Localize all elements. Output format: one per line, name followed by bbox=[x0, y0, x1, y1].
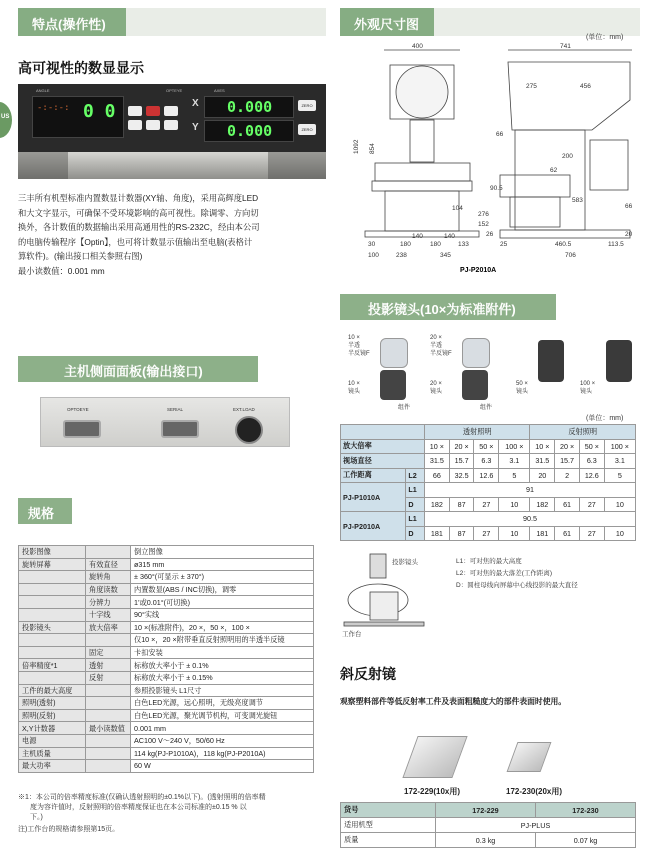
half-mirror-20x-icon bbox=[462, 338, 490, 368]
spec-value: 标称放大率小于 ± 0.1% bbox=[131, 659, 314, 672]
direction-button[interactable] bbox=[164, 120, 178, 130]
spec-sub: 角度读数 bbox=[86, 583, 131, 596]
dim-26: 26 bbox=[486, 231, 494, 238]
specs-table bbox=[18, 545, 314, 773]
dim-706: 706 bbox=[565, 252, 576, 259]
spec-group bbox=[19, 608, 86, 621]
specs-band: 规格 bbox=[18, 498, 72, 524]
spec-sub bbox=[86, 709, 131, 722]
dim-180-b: 180 bbox=[430, 241, 441, 248]
spec-value: AC100 V～240 V，50/60 Hz bbox=[131, 734, 314, 747]
side-badge: US bbox=[0, 102, 12, 138]
spec-value: 卡扣安装 bbox=[131, 646, 314, 659]
dim-30: 30 bbox=[368, 241, 376, 248]
dim-133: 133 bbox=[458, 241, 469, 248]
dim-104: 104 bbox=[452, 205, 463, 212]
spec-row bbox=[19, 734, 314, 747]
spec-value: 倒立图像 bbox=[131, 546, 314, 559]
lens-50x-icon bbox=[538, 340, 564, 382]
spec-group: 照明(透射) bbox=[19, 697, 86, 710]
dim-345: 345 bbox=[440, 252, 451, 259]
spec-group: 投影图像 bbox=[19, 546, 86, 559]
spec-sub: 有效直径 bbox=[86, 558, 131, 571]
spec-group: 工件的最大高度 bbox=[19, 684, 86, 697]
lens-height-diagram bbox=[340, 552, 430, 642]
spec-value: 仅10 ×，20 ×附带垂直反射照明用的半透半反镜 bbox=[131, 634, 314, 647]
spec-group bbox=[19, 583, 86, 596]
spec-group bbox=[19, 571, 86, 584]
dim-460-5: 460.5 bbox=[555, 241, 572, 248]
x-zero-button[interactable]: ZERO bbox=[298, 100, 316, 111]
dims-model-label: PJ-P2010A bbox=[460, 267, 497, 274]
features-paragraph: 三丰所有机型标准内置数显计数器(XY轴、角度)，采用高辉度LED 和大文字显示，可确保不受环境影响的高可视性。除调零、方向切 换外，各计数值的数据输出采用高通用性的RS-232C，经由本公司 的电脑传输程序【Optin】，也可将计数显示值输出至电脑(表格计 算软件)。(输出接口相关参照右图) 最小读数值：0.001 mm bbox=[18, 193, 260, 276]
features-tab: 特点(操作性) bbox=[18, 8, 126, 36]
spec-group bbox=[19, 671, 86, 684]
dim-20: 20 bbox=[625, 231, 633, 238]
dim-180-a: 180 bbox=[400, 241, 411, 248]
center-buttons bbox=[126, 106, 186, 136]
spec-row bbox=[19, 659, 314, 672]
spec-group bbox=[19, 646, 86, 659]
dims-tab: 外观尺寸图 bbox=[340, 8, 434, 36]
specs-notes: ※1：本公司的倍率精度标准(仅确认透射照明的±0.1%以下)。(透射照明的倍率精 度为容许值时，反射照明的倍率精度保证也在本公司标准的±0.15 % 以 下。) 注)工作台的规格请参照第15页。 bbox=[18, 794, 266, 833]
y-zero-button[interactable]: ZERO bbox=[298, 124, 316, 135]
lens-item-20x-lens-label: 20 × 镜头 bbox=[430, 381, 443, 395]
dim-200: 200 bbox=[562, 153, 573, 160]
spec-row bbox=[19, 558, 314, 571]
mode-button[interactable] bbox=[164, 106, 178, 116]
zero-button[interactable] bbox=[128, 106, 142, 116]
spec-row bbox=[19, 697, 314, 710]
spec-sub: 分辨力 bbox=[86, 596, 131, 609]
lens-20x-sub: 组件 bbox=[480, 405, 493, 411]
optoeye-port bbox=[63, 420, 101, 438]
dim-275: 275 bbox=[526, 83, 537, 90]
port-label-serial: SERIAL bbox=[167, 407, 184, 412]
spec-group: 照明(反射) bbox=[19, 709, 86, 722]
dim-140-b: 140 bbox=[444, 233, 455, 240]
spec-sub bbox=[86, 684, 131, 697]
spec-sub bbox=[86, 697, 131, 710]
lens-20x-icon bbox=[462, 370, 488, 400]
spec-value: ø315 mm bbox=[131, 558, 314, 571]
dimension-drawing bbox=[340, 40, 640, 275]
lens-item-10x-label: 10 × 半透 半反镜F bbox=[348, 335, 370, 357]
spec-sub: 反射 bbox=[86, 671, 131, 684]
side-panel-band: 主机侧面面板(输出接口) bbox=[18, 356, 258, 382]
spec-row bbox=[19, 608, 314, 621]
dim-66-side: 66 bbox=[625, 203, 633, 210]
lens-unit: (单位：mm) bbox=[586, 415, 624, 422]
lens-item-20x-label: 20 × 半透 半反镜F bbox=[430, 335, 452, 357]
spec-value: 0.001 mm bbox=[131, 722, 314, 735]
spec-sub bbox=[86, 747, 131, 760]
mirror-title: 斜反射镜 bbox=[340, 666, 396, 682]
half-mirror-10x-icon bbox=[380, 338, 408, 368]
angle-display: -:-:-: 0 0 bbox=[32, 96, 124, 138]
dim-276: 276 bbox=[478, 211, 489, 218]
spec-value: 1’或0.01°(可切换) bbox=[131, 596, 314, 609]
extload-port bbox=[235, 416, 263, 444]
abs-inc-button[interactable] bbox=[128, 120, 142, 130]
lens-item-50x-label: 50 × 镜头 bbox=[516, 381, 529, 395]
lens-10x-icon bbox=[380, 370, 406, 400]
spec-value: 标称放大率小于 ± 0.15% bbox=[131, 671, 314, 684]
port-label-extload: EXT.LOAD bbox=[233, 407, 255, 412]
dim-238: 238 bbox=[396, 252, 407, 259]
spec-row bbox=[19, 596, 314, 609]
lens-10x-sub: 组件 bbox=[398, 405, 411, 411]
counter-panel-photo: ANGLE OPTEYE AXES -:-:-: 0 0 X Y 0.000 0.000 ZERO ZERO bbox=[18, 84, 326, 179]
spec-value: ± 360°(可显示 ± 370°) bbox=[131, 571, 314, 584]
spec-value: 内置数显(ABS / INC切换)，调零 bbox=[131, 583, 314, 596]
spec-group: 主机质量 bbox=[19, 747, 86, 760]
dim-400: 400 bbox=[412, 43, 423, 50]
spec-value: 90°实线 bbox=[131, 608, 314, 621]
spec-group: 倍率精度*1 bbox=[19, 659, 86, 672]
serial-port bbox=[161, 420, 199, 438]
spec-sub bbox=[86, 546, 131, 559]
spec-sub bbox=[86, 734, 131, 747]
dim-741: 741 bbox=[560, 43, 571, 50]
data-button[interactable] bbox=[146, 120, 160, 130]
dim-66-top: 66 bbox=[496, 131, 504, 138]
spec-sub: 最小读数值 bbox=[86, 722, 131, 735]
lens-item-100x-label: 100 × 镜头 bbox=[580, 381, 596, 395]
spec-sub: 十字线 bbox=[86, 608, 131, 621]
spec-row bbox=[19, 583, 314, 596]
spec-row bbox=[19, 760, 314, 773]
spec-sub bbox=[86, 634, 131, 647]
spec-sub: 透射 bbox=[86, 659, 131, 672]
port-label-optoeye: OPTOEYE bbox=[67, 407, 89, 412]
spec-row bbox=[19, 671, 314, 684]
spec-group: 电源 bbox=[19, 734, 86, 747]
dim-152: 152 bbox=[478, 221, 489, 228]
lens-table: 透射照明 反射照明 放大倍率 10 × 20 × 50 × 100 × 10 × 20 × 50 × 100 × 视场直径 31.5 15.7 6.3 3.1 31.5 15.7 6.3 3.1 工作距离 L2 66 32.5 12.6 5 20 2 12.6 5 PJ-P1010A L1 91 D 182 87 27 10 182 61 27 10 PJ-P2010A L1 90.5 D 181 87 27 10 181 61 27 10 bbox=[340, 424, 636, 541]
features-title: 高可视性的数显显示 bbox=[18, 60, 144, 76]
spec-group: X,Y计数器 bbox=[19, 722, 86, 735]
diagram-lens-label: 投影镜头 bbox=[392, 559, 418, 566]
spec-row bbox=[19, 709, 314, 722]
dim-62: 62 bbox=[550, 167, 558, 174]
y-display: 0.000 bbox=[204, 120, 294, 142]
spec-row bbox=[19, 722, 314, 735]
spec-sub: 旋转角 bbox=[86, 571, 131, 584]
diagram-stage-label: 工作台 bbox=[342, 631, 362, 638]
spec-value: 60 W bbox=[131, 760, 314, 773]
mirror-desc: 观察塑料部件等低反射率工件及表面粗糙度大的部件表面时使用。 bbox=[340, 697, 567, 706]
spec-row bbox=[19, 546, 314, 559]
spec-row bbox=[19, 634, 314, 647]
mirror-table: 货号 172-229 172-230 适用机型 PJ-PLUS 质量 0.3 kg 0.07 kg bbox=[340, 802, 636, 848]
dim-113-5: 113.5 bbox=[608, 241, 624, 248]
x-display: 0.000 bbox=[204, 96, 294, 118]
features-header bbox=[18, 8, 326, 36]
power-button[interactable] bbox=[146, 106, 160, 116]
dim-140-a: 140 bbox=[412, 233, 423, 240]
dims-unit: (单位：mm) bbox=[586, 34, 624, 41]
dim-854: 854 bbox=[369, 143, 376, 154]
spec-value: 白色LED光源，远心照明，无级亮度调节 bbox=[131, 697, 314, 710]
side-panel-photo bbox=[40, 397, 290, 447]
spec-row bbox=[19, 621, 314, 634]
spec-group bbox=[19, 596, 86, 609]
spec-value: 114 kg(PJ-P1010A)，118 kg(PJ-P2010A) bbox=[131, 747, 314, 760]
spec-sub bbox=[86, 760, 131, 773]
mirror-item-a: 172-229(10x用) bbox=[404, 787, 461, 796]
lens-band: 投影镜头(10×为标准附件) bbox=[340, 294, 556, 320]
spec-row bbox=[19, 684, 314, 697]
spec-group bbox=[19, 634, 86, 647]
spec-row bbox=[19, 646, 314, 659]
mirror-172-230-icon bbox=[507, 742, 552, 772]
mirror-item-b: 172-230(20x用) bbox=[506, 787, 563, 796]
spec-value: 参照投影镜头 L1尺寸 bbox=[131, 684, 314, 697]
lens-items bbox=[340, 330, 640, 412]
spec-sub: 固定 bbox=[86, 646, 131, 659]
dim-583: 583 bbox=[572, 197, 583, 204]
spec-row bbox=[19, 747, 314, 760]
mirror-172-229-icon bbox=[402, 736, 467, 778]
dim-90-5: 90.5 bbox=[490, 185, 503, 192]
spec-value: 10 ×(标准附件)，20 ×，50 ×，100 × bbox=[131, 621, 314, 634]
lens-diagram-legend: L1：可对焦的最大高度 L2：可对焦的最大落差(工作距离) D：圆柱母线向屏幕中心线投影的最大直径 bbox=[456, 558, 578, 589]
lens-item-10x-lens-label: 10 × 镜头 bbox=[348, 381, 361, 395]
spec-row bbox=[19, 571, 314, 584]
lens-100x-icon bbox=[606, 340, 632, 382]
dim-25: 25 bbox=[500, 241, 508, 248]
dim-456: 456 bbox=[580, 83, 591, 90]
spec-sub: 放大倍率 bbox=[86, 621, 131, 634]
spec-group: 投影镜头 bbox=[19, 621, 86, 634]
spec-group: 最大功率 bbox=[19, 760, 86, 773]
dim-100: 100 bbox=[368, 252, 379, 259]
spec-group: 旋转屏幕 bbox=[19, 558, 86, 571]
dim-1092: 1092 bbox=[353, 139, 360, 154]
spec-value: 白色LED光源，聚光调节机构，可变调光旋钮 bbox=[131, 709, 314, 722]
